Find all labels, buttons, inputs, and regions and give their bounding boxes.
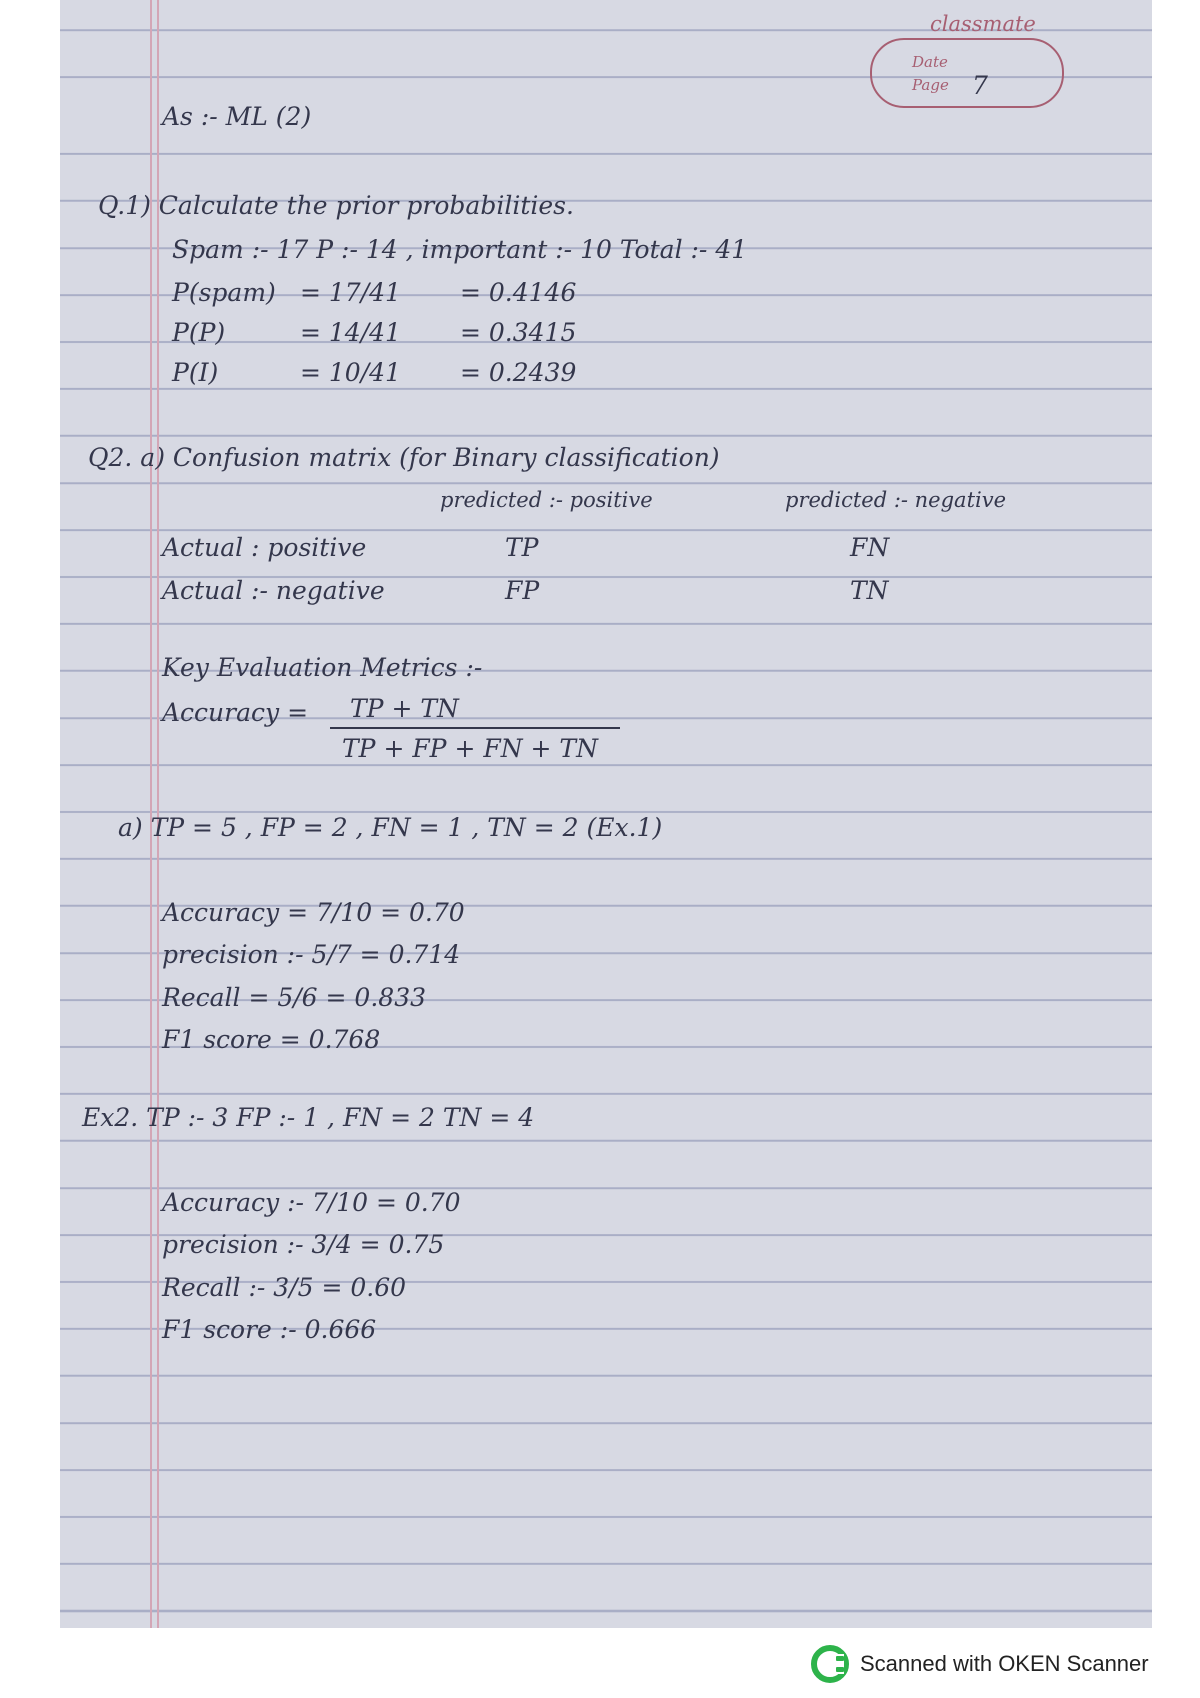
q1-fraction: = 10/41 (300, 358, 401, 387)
ex1-metric: F1 score = 0.768 (162, 1025, 381, 1054)
predicted-negative-header: predicted :- negative (785, 488, 1007, 512)
q1-fraction: = 17/41 (300, 278, 401, 307)
accuracy-denominator: TP + FP + FN + TN (342, 734, 598, 763)
accuracy-label: Accuracy = (162, 698, 309, 727)
page-number: 7 (972, 71, 988, 100)
q1-value: = 0.2439 (460, 358, 577, 387)
page-label: Page (912, 76, 949, 94)
ex1-metric: Accuracy = 7/10 = 0.70 (162, 898, 465, 927)
ex1-metric: Recall = 5/6 = 0.833 (162, 983, 427, 1012)
accuracy-numerator: TP + TN (350, 694, 459, 723)
scanner-logo-icon (810, 1644, 850, 1684)
actual-row-label: Actual :- negative (162, 576, 385, 605)
matrix-cell: TP (505, 533, 539, 562)
q1-fraction: = 14/41 (300, 318, 401, 347)
q1-label: P(spam) (172, 278, 276, 307)
q1-value: = 0.3415 (460, 318, 577, 347)
matrix-cell: FN (850, 533, 890, 562)
q1-counts: Spam :- 17 P :- 14 , important :- 10 Total :- 41 (172, 235, 748, 264)
ex1-metric: precision :- 5/7 = 0.714 (162, 940, 461, 969)
ex1-values: a) TP = 5 , FP = 2 , FN = 1 , TN = 2 (Ex.1) (118, 813, 663, 842)
brand-label: classmate (930, 12, 1036, 36)
q1-label: P(P) (172, 318, 226, 347)
fraction-bar (330, 727, 620, 729)
q1-value: = 0.4146 (460, 278, 577, 307)
matrix-cell: FP (505, 576, 540, 605)
ex2-values: Ex2. TP :- 3 FP :- 1 , FN = 2 TN = 4 (82, 1103, 535, 1132)
ex2-metric: precision :- 3/4 = 0.75 (162, 1230, 445, 1259)
actual-row-label: Actual : positive (162, 533, 367, 562)
page-title: As :- ML (2) (162, 102, 312, 131)
date-page-box (870, 38, 1064, 108)
q1-label: P(I) (172, 358, 219, 387)
ex2-metric: Recall :- 3/5 = 0.60 (162, 1273, 407, 1302)
predicted-positive-header: predicted :- positive (440, 488, 653, 512)
metrics-heading: Key Evaluation Metrics :- (162, 653, 483, 682)
q1-heading: Q.1) Calculate the prior probabilities. (98, 191, 574, 220)
matrix-cell: TN (850, 576, 889, 605)
ex2-metric: F1 score :- 0.666 (162, 1315, 377, 1344)
notebook-page (60, 0, 1152, 1628)
scanner-watermark (810, 1644, 1149, 1684)
date-label: Date (912, 53, 948, 71)
q2-heading: Q2. a) Confusion matrix (for Binary classification) (88, 443, 720, 472)
ex2-metric: Accuracy :- 7/10 = 0.70 (162, 1188, 461, 1217)
scanner-label: Scanned with OKEN Scanner (860, 1651, 1149, 1676)
